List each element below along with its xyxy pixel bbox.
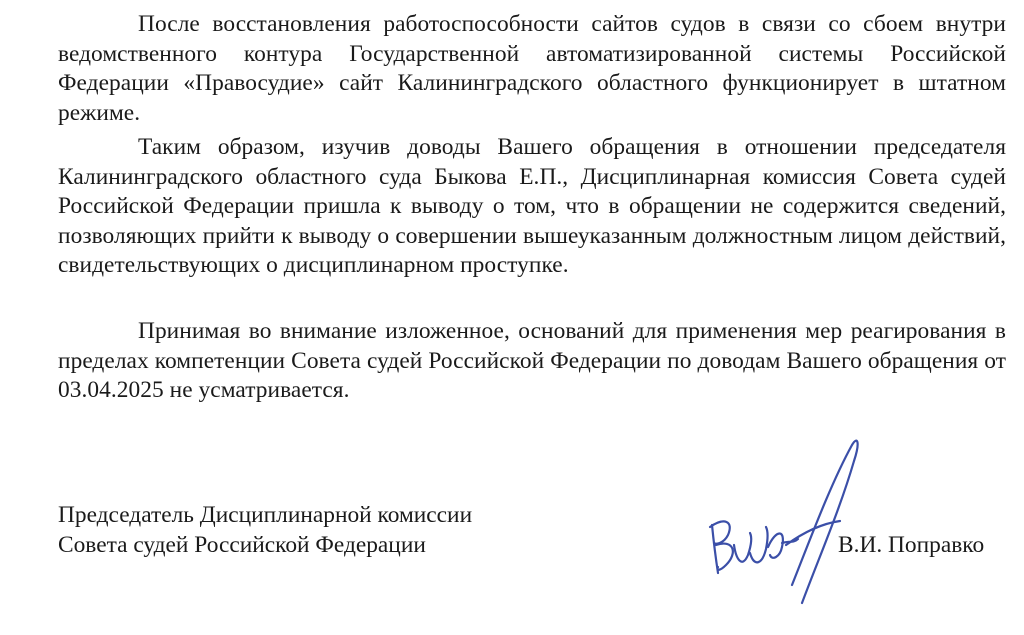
signatory-title bbox=[58, 500, 472, 560]
handwritten-signature bbox=[690, 425, 880, 615]
paragraph-site-restored: После восстановления работоспособности сайтов судов в связи со сбоем внутри ведомственного контура Государственной автоматизированной системы Российской Федерации «Правосудие» сайт Калининградского областного функционирует в штатном режиме. bbox=[58, 11, 1006, 126]
signatory-title-line1: Председатель Дисциплинарной комиссии bbox=[58, 502, 473, 528]
paragraph-no-measures: Принимая во внимание изложенное, оснований для применения мер реагирования в пределах компетенции Совета судей Российской Федерации по доводам Вашего обращения от 03.04.2025 не усматривается. bbox=[58, 318, 1006, 403]
paragraph-commission-conclusion: Таким образом, изучив доводы Вашего обращения в отношении председателя Калининградского областного суда Быкова Е.П., Дисциплинарная комиссия Совета судей Российской Федерации пришла к выводу о том, что в обращении не содержится сведений, позволяющих прийти к выводу о совершении вышеуказанным должностным лицом действий, свидетельствующих о дисциплинарном проступке. bbox=[58, 134, 1006, 278]
signatory-name: В.И. Поправко bbox=[838, 532, 985, 558]
signatory-title-line2: Совета судей Российской Федерации bbox=[58, 532, 426, 558]
